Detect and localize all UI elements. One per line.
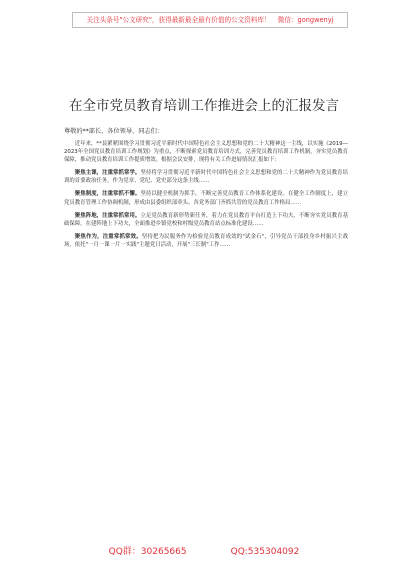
paragraph-text: 近年来，**县紧紧围绕学习贯彻习近平新时代中国特色社会主义思想和党的二十大精神这一主线，以实施《2019—2023年全国党员教育培训工作规划》为重点，不断探索党员教育培训方式，完善党员教育培训工作机制，夯实党员教育保障，推动党员教育培训工作提质增效。根据会议安排，现将有关工作进展情况汇报如下： (64, 141, 348, 164)
paragraph-lead: 聚焦阵地，注重常抓常用。 (74, 212, 141, 219)
promo-text: 关注头条号"公文研究"，获得最新最全最有价值的公文资料库！ (86, 16, 271, 24)
paragraph-system (64, 190, 348, 206)
paragraph-position (64, 212, 348, 228)
salutation: 尊敬的**部长、各位领导、同志们： (64, 128, 163, 135)
document-body (64, 140, 348, 254)
wechat-id: 微信：gongwenyj (277, 16, 334, 24)
qq-number: QQ:535304092 (230, 547, 300, 557)
document-title: 在全市党员教育培训工作推进会上的汇报发言 (69, 98, 339, 114)
paragraph-action (64, 233, 348, 249)
paragraph-lead: 聚焦主课，注重常抓常学。 (74, 170, 141, 177)
paragraph-lead: 聚焦制度，注重常抓不懈。 (74, 191, 141, 198)
qq-group: QQ群：30265665 (108, 547, 187, 557)
paragraph-text: 坚持以健全机制为抓手，不断完善党员教育工作体系化建设。在健全工作制度上，建立党员教育管理工作协调机制，形成由县委组织部牵头、各党务部门齐抓共管的党员教育工作格局…… (64, 191, 348, 206)
paragraph-text: 立足党员教育新形势新任务，着力在党员教育平台打造上下功夫，不断夯实党员教育基础保障。在建阵地上下功夫，全面推进乡镇党校和村级党员教育站点标准化建设…… (64, 212, 348, 227)
paragraph-text: 坚持把为民服务作为检验党员教育成效的"试金石"，引导党员干部投身乡村振兴主战场，依托"一月一课一片一实践"主题党日活动，开展"三长制"工作…… (64, 233, 348, 248)
paragraph-intro (64, 140, 348, 164)
promo-banner (72, 12, 348, 28)
paragraph-lead: 聚焦作为，注重常抓常效。 (74, 233, 142, 240)
paragraph-main-course (64, 169, 348, 185)
paragraph-text: 坚持将学习贯彻习近平新时代中国特色社会主义思想和党的二十大精神作为党员教育培训的首要政治任务，作为党章、党纪、党史部分这条主线…… (64, 170, 348, 185)
contact-footer (0, 546, 408, 558)
